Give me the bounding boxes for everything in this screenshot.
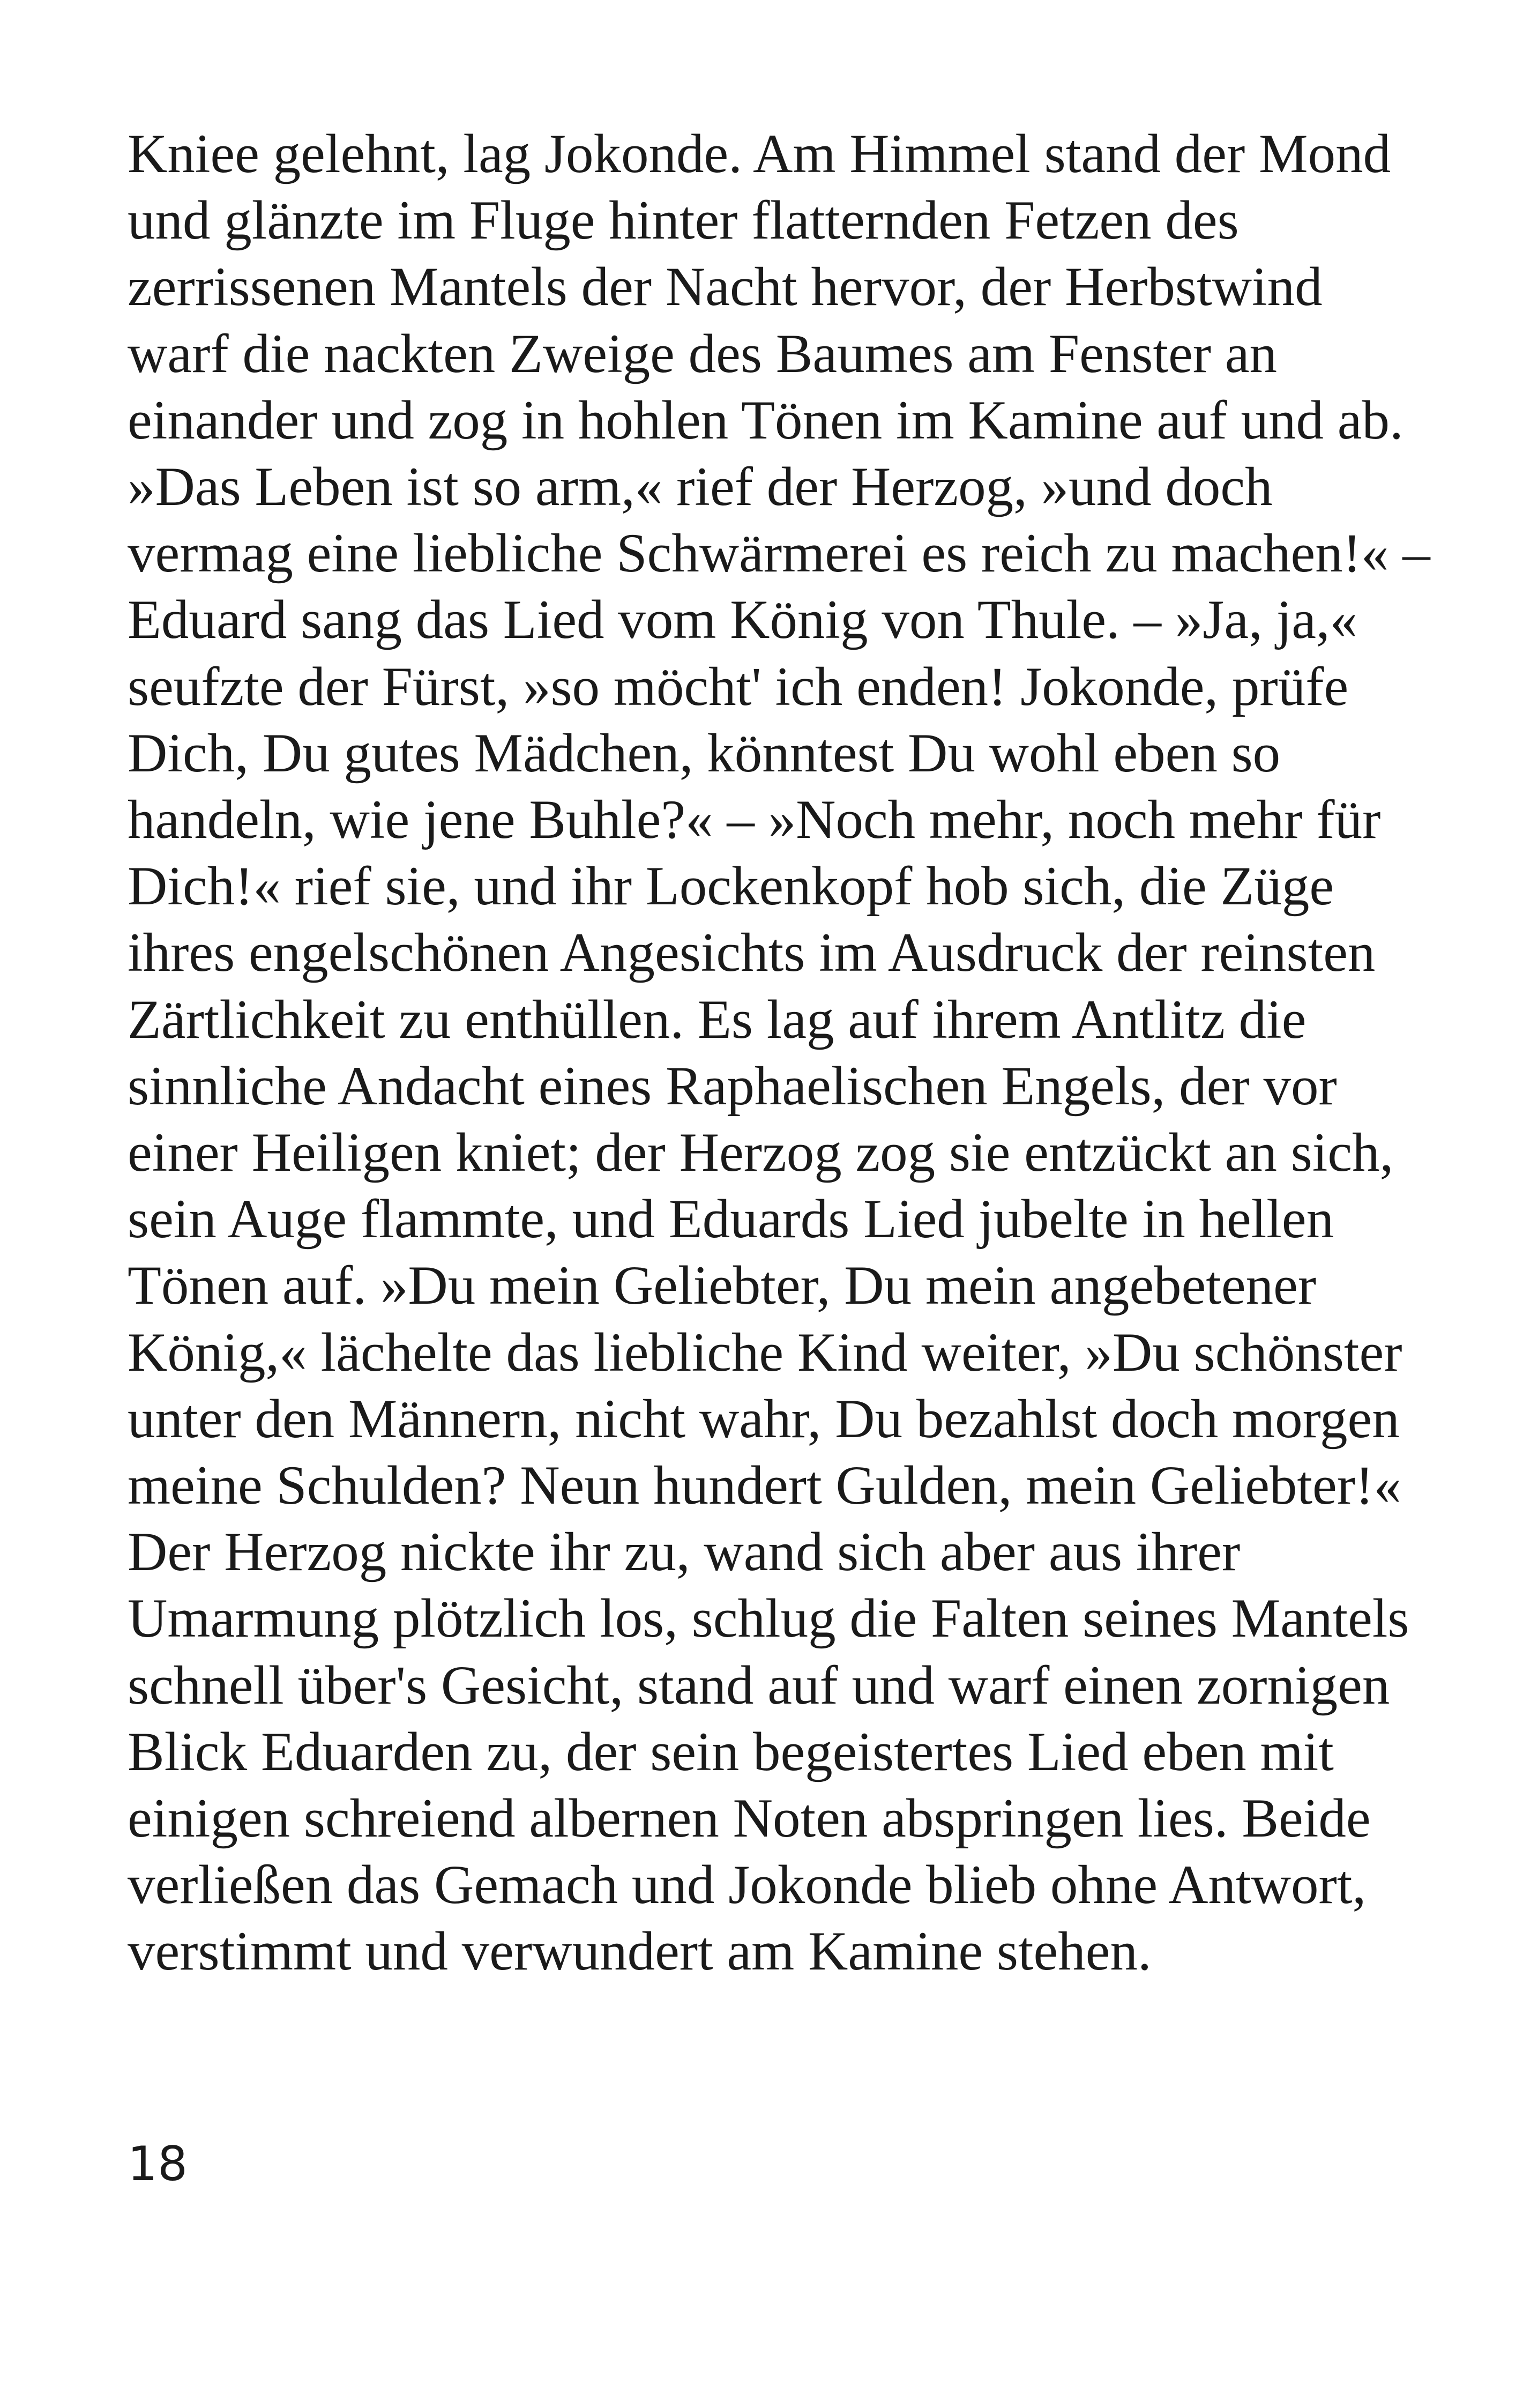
text-line: einander und zog in hohlen Tönen im Kamine auf und ab. (128, 389, 1403, 451)
text-line: Dich, Du gutes Mädchen, könntest Du wohl eben so (128, 722, 1281, 784)
text-line: König,« lächelte das liebliche Kind weiter, »Du schönster (128, 1321, 1402, 1383)
text-line: sinnliche Andacht eines Raphaelischen Engels, der vor (128, 1055, 1337, 1117)
text-line: Eduard sang das Lied vom König von Thule. – »Ja, ja,« (128, 589, 1358, 651)
text-line: warf die nackten Zweige des Baumes am Fenster an (128, 323, 1278, 384)
body-text (128, 121, 1430, 1985)
text-line: und glänzte im Fluge hinter flatternden Fetzen des (128, 190, 1239, 251)
text-line: einer Heiligen kniet; der Herzog zog sie entzückt an sich, (128, 1122, 1394, 1184)
text-line: zerrissenen Mantels der Nacht hervor, der Herbstwind (128, 256, 1323, 318)
text-line: »Das Leben ist so arm,« rief der Herzog, »und doch (128, 456, 1273, 518)
text-line: Blick Eduarden zu, der sein begeistertes Lied eben mit (128, 1721, 1334, 1782)
text-line: unter den Männern, nicht wahr, Du bezahlst doch morgen (128, 1388, 1400, 1450)
text-line: vermag eine liebliche Schwärmerei es reich zu machen!« – (128, 523, 1430, 584)
text-line: sein Auge flammte, und Eduards Lied jubelte in hellen (128, 1188, 1334, 1250)
text-line: Kniee gelehnt, lag Jokonde. Am Himmel stand der Mond (128, 123, 1391, 184)
text-line: Tönen auf. »Du mein Geliebter, Du mein angebetener (128, 1255, 1317, 1317)
text-line: Zärtlichkeit zu enthüllen. Es lag auf ihrem Antlitz die (128, 989, 1307, 1050)
page-number: 18 (128, 2136, 188, 2191)
text-line: meine Schulden? Neun hundert Gulden, mein Geliebter!« (128, 1455, 1401, 1517)
text-line: schnell über's Gesicht, stand auf und warf einen zornigen (128, 1654, 1390, 1716)
text-line: Der Herzog nickte ihr zu, wand sich aber aus ihrer (128, 1521, 1241, 1583)
text-line: verstimmt und verwundert am Kamine stehen. (128, 1921, 1152, 1982)
text-line: verließen das Gemach und Jokonde blieb ohne Antwort, (128, 1854, 1367, 1916)
text-line: einigen schreiend albernen Noten abspringen lies. Beide (128, 1788, 1371, 1849)
text-line: handeln, wie jene Buhle?« – »Noch mehr, noch mehr für (128, 789, 1381, 851)
text-line: Umarmung plötzlich los, schlug die Falten seines Mantels (128, 1588, 1409, 1649)
text-line: seufzte der Fürst, »so möcht' ich enden! Jokonde, prüfe (128, 656, 1349, 717)
text-line: ihres engelschönen Angesichts im Ausdruck der reinsten (128, 922, 1376, 984)
text-line: Dich!« rief sie, und ihr Lockenkopf hob sich, die Züge (128, 856, 1334, 917)
